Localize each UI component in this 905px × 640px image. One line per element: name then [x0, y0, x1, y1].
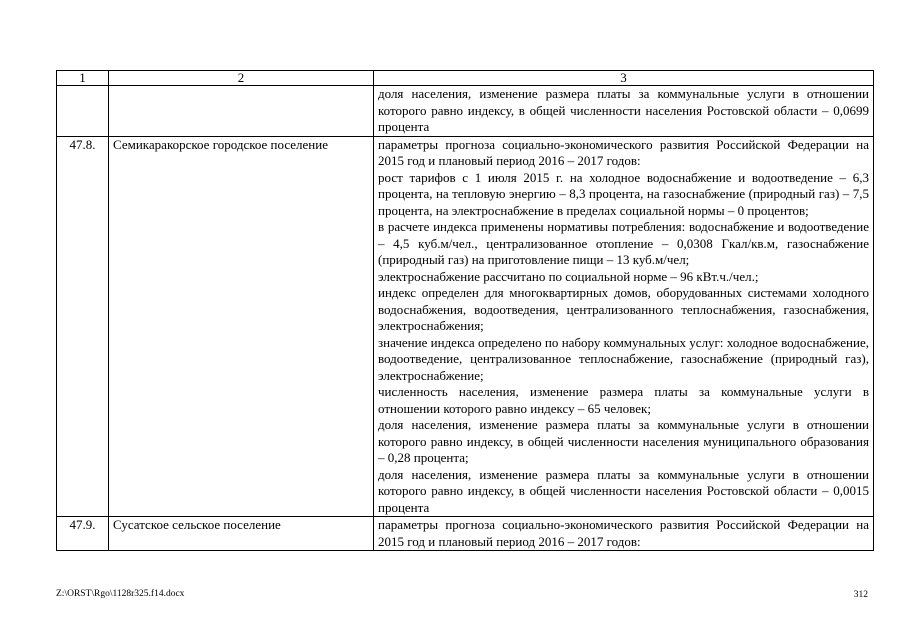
parameter-paragraph: доля населения, изменение размера платы за коммунальные услуги в отношении которого равно индексу, в общей численности населения Ростовской области – 0,0699 процента — [378, 86, 869, 134]
settlement-name — [109, 86, 374, 137]
parameters-cell — [374, 136, 874, 517]
parameter-paragraph: рост тарифов с 1 июля 2015 г. на холодное водоснабжение и водоотведение – 6,3 процента, на тепловую энергию – 8,3 процента, на газоснабжение (природный газ) – 7,5 процента, на электроснабжение в пределах социальной нормы – 0 процентов; — [378, 169, 869, 218]
parameter-paragraph: доля населения, изменение размера платы за коммунальные услуги в отношении которого равно индексу, в общей численности населения муниципального образования – 0,28 процента; — [378, 417, 869, 465]
table-row — [57, 517, 874, 551]
row-number: 47.9. — [57, 517, 109, 551]
parameter-paragraph: значение индекса определено по набору коммунальных услуг: холодное водоснабжение, водоотведение, централизованное теплоснабжение, газоснабжение (природный газ), электроснабжение; — [378, 334, 869, 383]
document-table — [56, 70, 874, 551]
parameter-paragraph: электроснабжение рассчитано по социальной норме – 96 кВт.ч./чел.; — [378, 268, 759, 284]
footer-page-number: 312 — [853, 590, 868, 600]
table-row — [57, 136, 874, 517]
column-header-2: 2 — [109, 71, 374, 86]
parameter-paragraph: в расчете индекса применены нормативы потребления: водоснабжение и водоотведение – 4,5 куб.м/чел., централизованное отопление – 0,0308 Гкал/кв.м, газоснабжение (природный газ) на приготовление пищи – 13 куб.м/чел; — [378, 219, 869, 267]
parameters-cell — [374, 517, 874, 551]
footer-file-path: Z:\ORST\Rgo\1128r325.f14.docx — [56, 589, 185, 599]
table-header-row — [57, 71, 874, 86]
parameter-paragraph: численность населения, изменение размера платы за коммунальные услуги в отношении которого равно индексу – 65 человек; — [378, 384, 869, 416]
row-number: 47.8. — [57, 136, 109, 517]
column-header-1: 1 — [57, 71, 109, 86]
parameter-paragraph: параметры прогноза социально-экономического развития Российской Федерации на 2015 год и плановый период 2016 – 2017 годов: — [378, 517, 869, 549]
table-row — [57, 86, 874, 137]
settlement-name: Сусатское сельское поселение — [109, 517, 374, 551]
parameters-cell — [374, 86, 874, 137]
row-number — [57, 86, 109, 137]
parameter-paragraph: параметры прогноза социально-экономического развития Российской Федерации на 2015 год и плановый период 2016 – 2017 годов: — [378, 136, 869, 168]
column-header-3: 3 — [374, 71, 874, 86]
parameter-paragraph: индекс определен для многоквартирных домов, оборудованных системами холодного водоснабжения, водоотведения, централизованного теплоснабжения, газоснабжения, электроснабжения; — [378, 285, 869, 333]
parameter-paragraph: доля населения, изменение размера платы за коммунальные услуги в отношении которого равно индексу, в общей численности населения Ростовской области – 0,0015 процента — [378, 466, 869, 515]
settlement-name: Семикаракорское городское поселение — [109, 136, 374, 517]
